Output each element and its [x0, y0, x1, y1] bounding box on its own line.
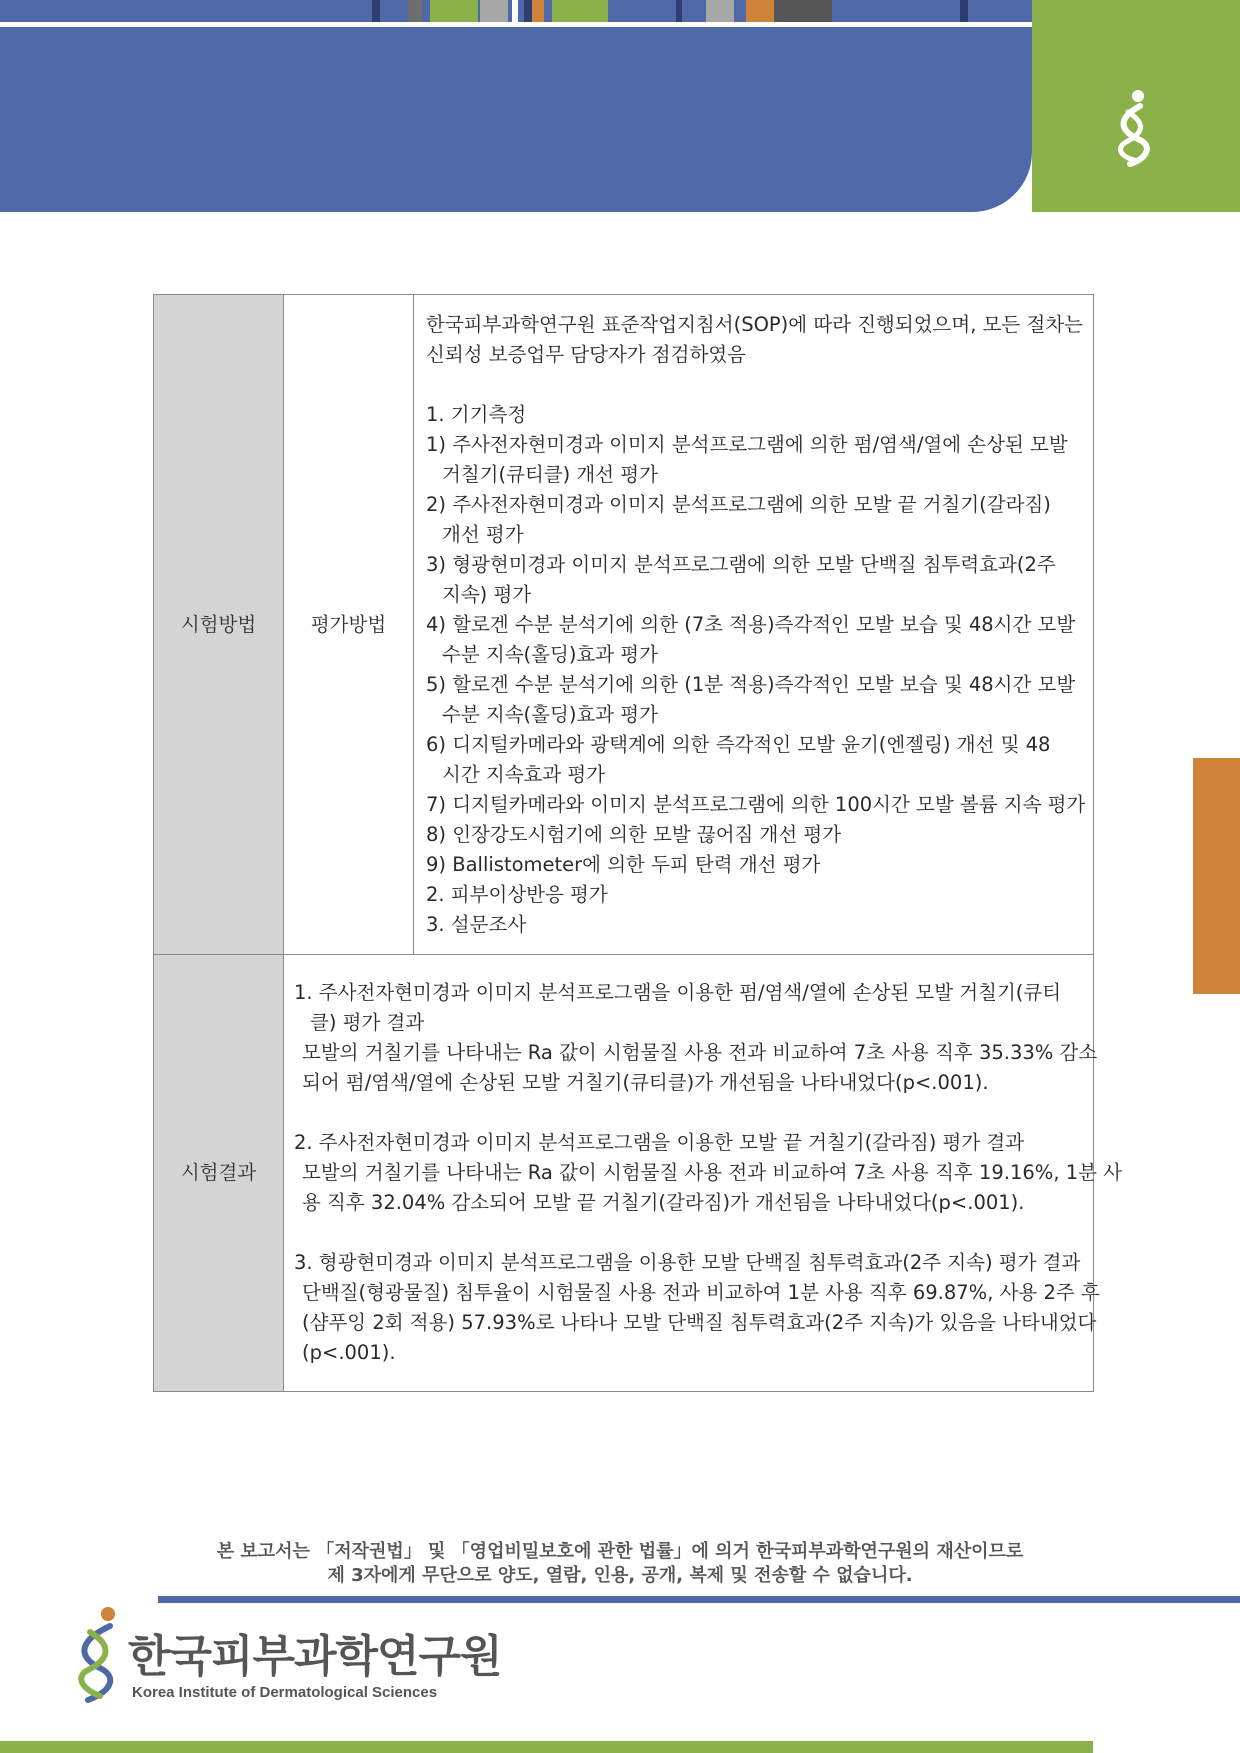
method-line: 8) 인장강도시험기에 의한 모발 끊어짐 개선 평가 — [426, 822, 842, 846]
result-line: 용 직후 32.04% 감소되어 모발 끝 거칠기(갈라짐)가 개선됨을 나타내었다(p<.001). — [302, 1191, 1025, 1214]
blank-line — [294, 1218, 1081, 1248]
method-line: 4) 할로겐 수분 분석기에 의한 (7초 적용)즉각적인 모발 보습 및 48시간 모발 — [426, 612, 1076, 636]
result-line: 2. 주사전자현미경과 이미지 분석프로그램을 이용한 모발 끝 거칠기(갈라짐) 평가 결과 — [294, 1131, 1025, 1154]
result-line: (샴푸잉 2회 적용) 57.93%로 나타나 모발 단백질 침투력효과(2주 지속)가 있음을 나타내었다 — [302, 1311, 1097, 1334]
header-divider — [0, 22, 1032, 27]
side-tab — [1193, 758, 1240, 994]
dna-helix-icon — [1108, 88, 1158, 168]
method-line: 1. 기기측정 — [426, 402, 527, 426]
method-line: 6) 디지털카메라와 광택계에 의한 즉각적인 모발 윤기(엔젤링) 개선 및 48 — [426, 732, 1051, 756]
header-blue-band — [0, 0, 1032, 212]
method-line: 1) 주사전자현미경과 이미지 분석프로그램에 의한 펌/염색/열에 손상된 모발 — [426, 432, 1068, 456]
method-line: 2. 피부이상반응 평가 — [426, 882, 608, 906]
method-line: 2) 주사전자현미경과 이미지 분석프로그램에 의한 모발 끝 거칠기(갈라짐) — [426, 492, 1051, 516]
result-line: 단백질(형광물질) 침투율이 시험물질 사용 전과 비교하여 1분 사용 직후 69.87%, 사용 2주 후 — [302, 1281, 1100, 1304]
method-line: 7) 디지털카메라와 이미지 분석프로그램에 의한 100시간 모발 볼륨 지속 평가 — [426, 792, 1086, 816]
method-line: 거칠기(큐티클) 개선 평가 — [442, 462, 658, 486]
logo-english-name: Korea Institute of Dermatological Sciences — [132, 1684, 438, 1701]
result-content-cell — [284, 955, 1122, 1392]
copyright-notice — [0, 1540, 1240, 1588]
table-row-method — [154, 295, 1094, 955]
result-label: 시험결과 — [180, 1161, 257, 1184]
result-line: 클) 평가 결과 — [310, 1011, 425, 1034]
dna-helix-icon — [70, 1604, 126, 1704]
method-label-cell — [154, 295, 284, 955]
method-line: 시간 지속효과 평가 — [442, 762, 606, 786]
result-line: 되어 펌/염색/열에 손상된 모발 거칠기(큐티클)가 개선됨을 나타내었다(p<.001). — [302, 1071, 989, 1094]
method-label: 시험방법 — [180, 612, 257, 636]
result-line: 1. 주사전자현미경과 이미지 분석프로그램을 이용한 펌/염색/열에 손상된 모발 거칠기(큐티 — [294, 981, 1062, 1004]
notice-line-2: 제 3자에게 무단으로 양도, 열람, 인용, 공개, 복제 및 전송할 수 없습니다. — [327, 1565, 913, 1586]
result-line: (p<.001). — [302, 1341, 396, 1364]
notice-line-1: 본 보고서는 「저작권법」 및 「영업비밀보호에 관한 법률」에 의거 한국피부과학연구원의 재산이므로 — [216, 1541, 1024, 1562]
eval-label-cell — [284, 295, 414, 955]
test-summary-table — [153, 294, 1122, 1392]
result-label-cell — [154, 955, 284, 1392]
method-line: 지속) 평가 — [442, 582, 532, 606]
result-line: 3. 형광현미경과 이미지 분석프로그램을 이용한 모발 단백질 침투력효과(2주 지속) 평가 결과 — [294, 1251, 1081, 1274]
blank-line — [294, 1098, 1081, 1128]
table-row-result — [154, 955, 1094, 1392]
result-line: 모발의 거칠기를 나타내는 Ra 값이 시험물질 사용 전과 비교하여 7초 사용 직후 35.33% 감소 — [302, 1041, 1098, 1064]
method-line: 9) Ballistometer에 의한 두피 탄력 개선 평가 — [426, 852, 821, 876]
blank-line — [426, 370, 1081, 400]
logo-korean-name: 한국피부과학연구원 — [128, 1631, 502, 1682]
method-content-cell — [414, 295, 1094, 955]
method-line: 3) 형광현미경과 이미지 분석프로그램에 의한 모발 단백질 침투력효과(2주 — [426, 552, 1056, 576]
footer-divider — [158, 1596, 1240, 1603]
method-line: 신뢰성 보증업무 담당자가 점검하였음 — [426, 342, 746, 366]
method-line: 한국피부과학연구원 표준작업지침서(SOP)에 따라 진행되었으며, 모든 절차는 — [426, 312, 1084, 336]
method-line: 5) 할로겐 수분 분석기에 의한 (1분 적용)즉각적인 모발 보습 및 48시간 모발 — [426, 672, 1076, 696]
result-line: 모발의 거칠기를 나타내는 Ra 값이 시험물질 사용 전과 비교하여 7초 사용 직후 19.16%, 1분 사 — [302, 1161, 1122, 1184]
bottom-bar — [0, 1741, 1093, 1753]
method-line: 수분 지속(홀딩)효과 평가 — [442, 702, 658, 726]
method-line: 수분 지속(홀딩)효과 평가 — [442, 642, 658, 666]
method-line: 3. 설문조사 — [426, 912, 527, 936]
method-line: 개선 평가 — [442, 522, 524, 546]
eval-label: 평가방법 — [310, 612, 387, 636]
